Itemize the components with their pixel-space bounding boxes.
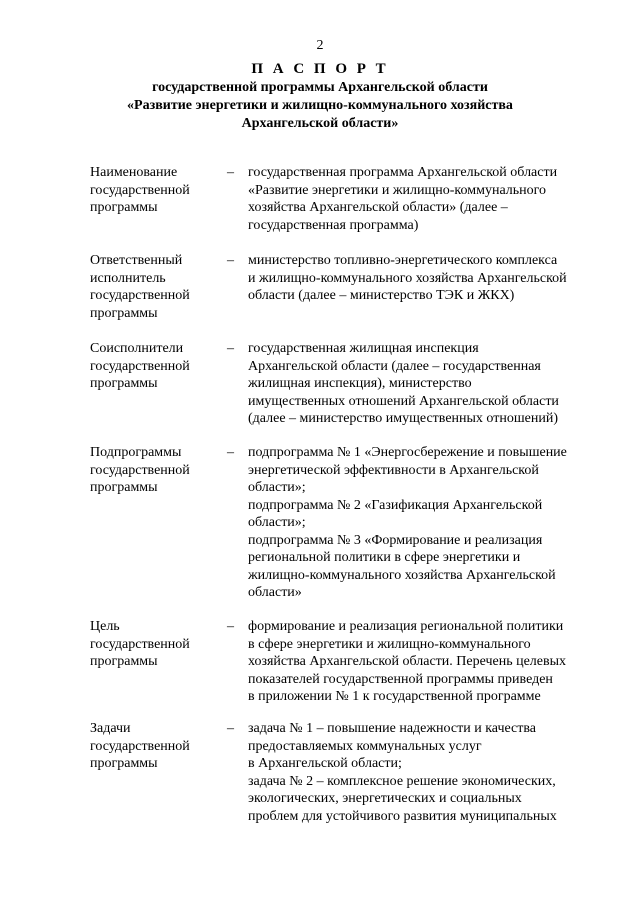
content-line: государственная жилищная инспекция (248, 341, 479, 356)
content-line: энергетической эффективности в Архангельской (248, 462, 539, 478)
row-label: Цель государственной программы (90, 619, 190, 669)
content-line: хозяйства Архангельской области. Перечень целевых (248, 654, 567, 669)
row-label: Ответственный исполнитель государственной программы (90, 253, 190, 321)
content-line: подпрограмма № 3 «Формирование и реализация (248, 532, 543, 548)
document-subtitle-line-1: государственной программы Архангельской области (152, 80, 488, 95)
page-number: 2 (316, 38, 324, 53)
content-line: в приложении № 1 к государственной программе (248, 689, 541, 704)
content-line: формирование и реализация региональной политики (248, 619, 564, 634)
content-line: региональной политики в сфере энергетики и (248, 550, 521, 565)
content-line: государственная программа Архангельской области (248, 165, 558, 180)
document-subtitle-line-3: Архангельской области» (241, 116, 399, 131)
content-line: государственная программа) (248, 217, 419, 233)
content-line: в Архангельской области; (248, 756, 402, 771)
content-line: имущественных отношений Архангельской области (248, 393, 559, 409)
content-line: подпрограмма № 1 «Энергосбережение и повышение (248, 445, 567, 460)
content-line: задача № 2 – комплексное решение экономических, (248, 773, 556, 789)
content-line: области» (248, 585, 302, 600)
content-line: жилищно-коммунального хозяйства Архангельской (248, 567, 556, 583)
content-line: области (далее – министерство ТЭК и ЖКХ) (248, 288, 515, 303)
dash-separator: – (227, 165, 234, 180)
content-line: министерство топливно-энергетического комплекса (248, 253, 558, 268)
dash-separator: – (227, 619, 234, 634)
content-line: хозяйства Архангельской области» (далее – (248, 200, 508, 215)
content-line: экологических, энергетических и социальных (248, 791, 522, 806)
document-title: П А С П О Р Т (251, 61, 389, 77)
row-content (248, 444, 608, 602)
content-line: (далее – министерство имущественных отношений) (248, 411, 558, 426)
row-content (248, 720, 608, 825)
document-subtitle-line-2: «Развитие энергетики и жилищно-коммунального хозяйства (127, 98, 513, 113)
passport-heading (0, 60, 640, 133)
row-label: Подпрограммы государственной программы (90, 445, 190, 495)
row-label: Задачи государственной программы (90, 721, 190, 771)
row-content (248, 618, 608, 706)
dash-separator: – (227, 253, 234, 268)
content-line: задача № 1 – повышение надежности и качества (248, 721, 537, 736)
content-line: подпрограмма № 2 «Газификация Архангельской (248, 497, 543, 513)
row-content (248, 252, 608, 305)
content-line: и жилищно-коммунального хозяйства Архангельской (248, 270, 567, 286)
dash-separator: – (227, 341, 234, 356)
content-line: предоставляемых коммунальных услуг (248, 738, 482, 754)
dash-separator: – (227, 445, 234, 460)
row-content (248, 340, 608, 428)
content-line: Архангельской области (далее – государственная (248, 358, 541, 374)
content-line: проблем для устойчивого развития муниципальных (248, 808, 557, 824)
content-line: показателей государственной программы приведен (248, 671, 553, 687)
content-line: жилищная инспекция), министерство (248, 376, 472, 391)
row-label: Соисполнители государственной программы (90, 341, 190, 391)
content-line: «Развитие энергетики и жилищно-коммунального (248, 182, 547, 198)
dash-separator: – (227, 721, 234, 736)
content-line: области»; (248, 480, 306, 495)
row-label: Наименование государственной программы (90, 165, 190, 215)
content-line: в сфере энергетики и жилищно-коммунального (248, 636, 531, 652)
content-line: области»; (248, 515, 306, 530)
row-content (248, 164, 608, 234)
